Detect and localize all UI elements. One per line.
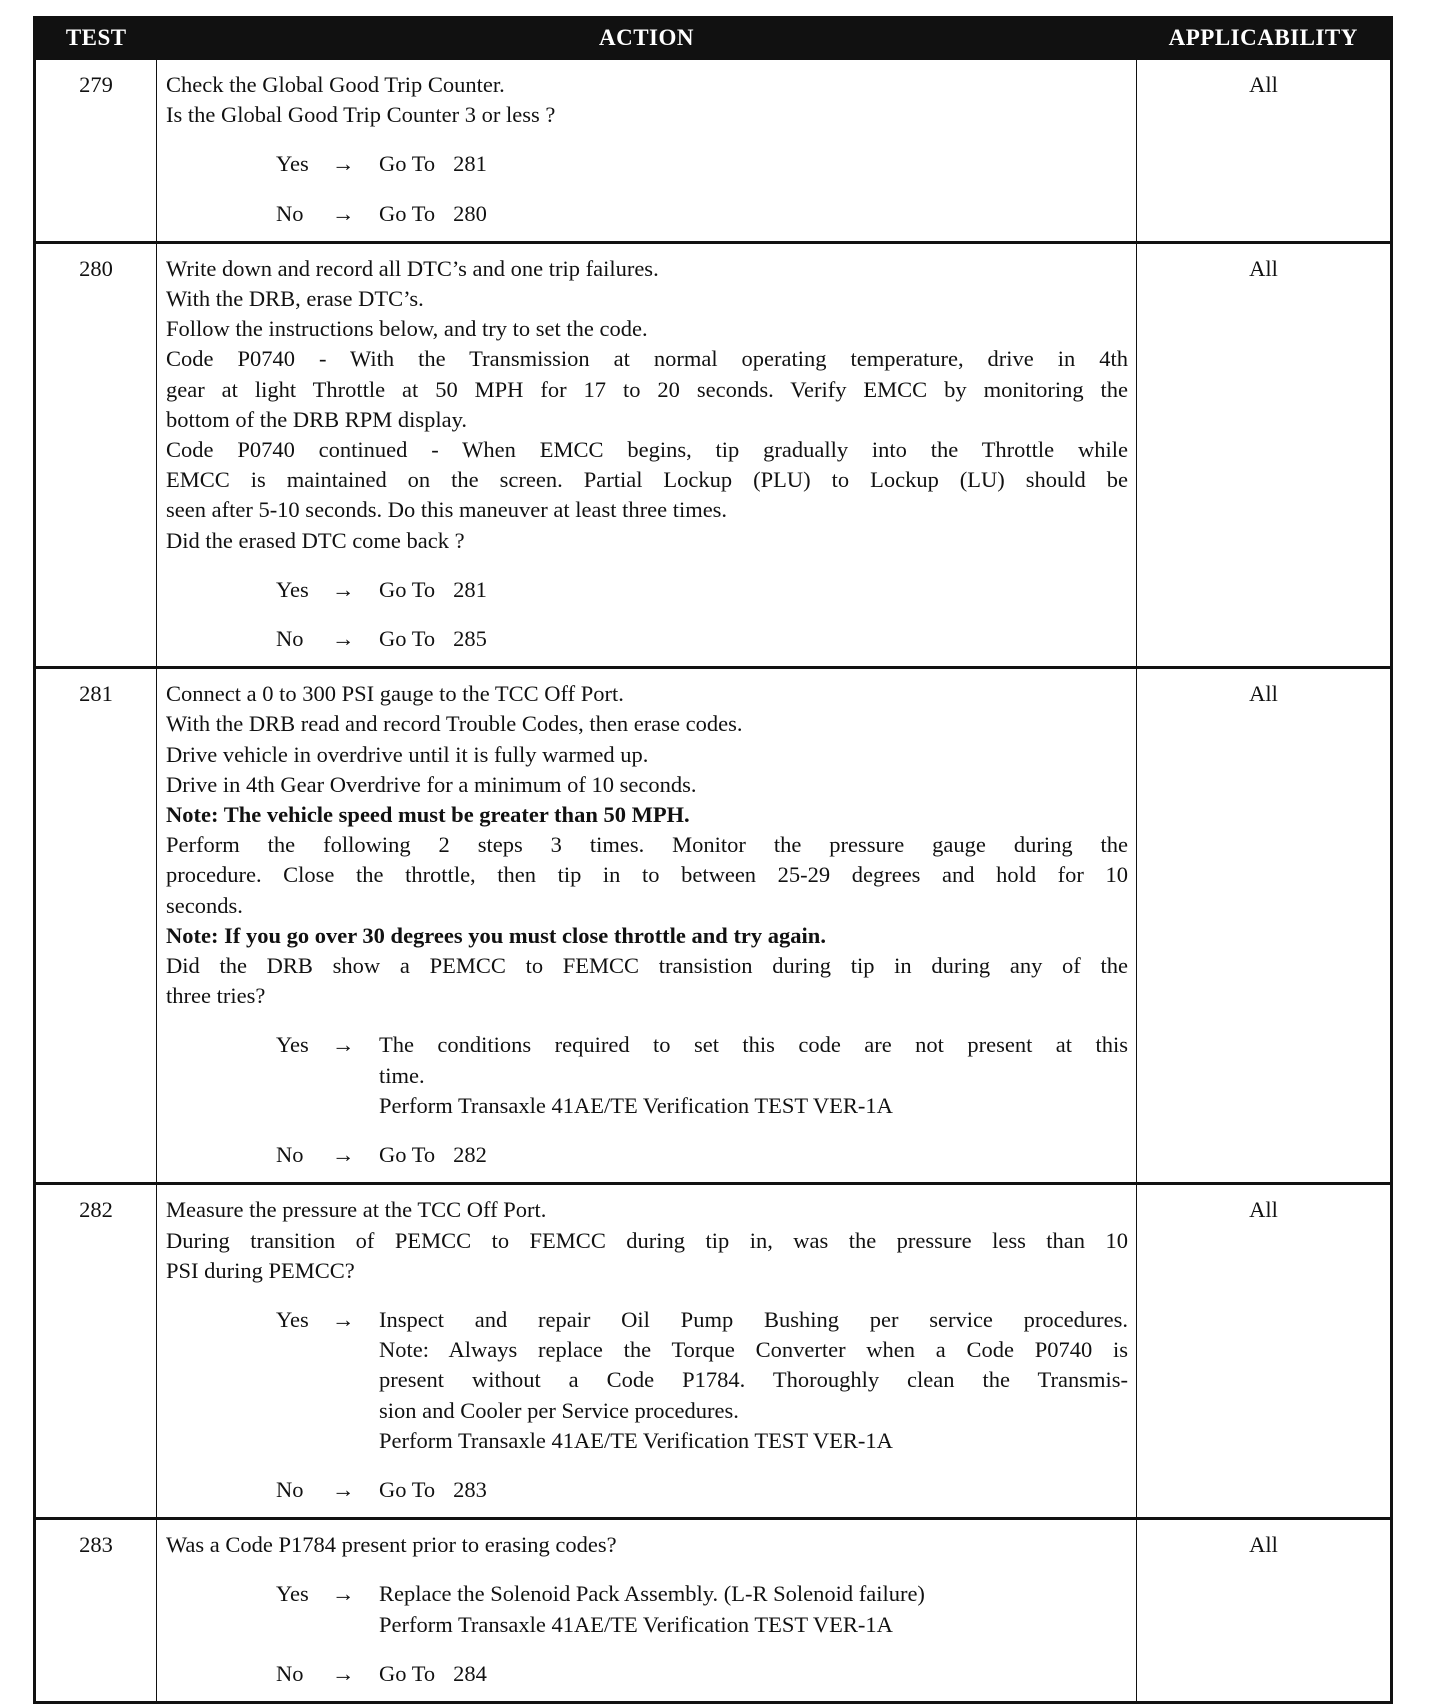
action-line: Drive in 4th Gear Overdrive for a minimum of 10 seconds. xyxy=(166,771,697,797)
yes-result xyxy=(379,149,1128,179)
table-body xyxy=(35,59,1392,1703)
action-cell xyxy=(157,1184,1137,1519)
go-to-text: Go To xyxy=(379,576,436,602)
action-cell xyxy=(157,1519,1137,1703)
go-to-text: Go To xyxy=(379,626,436,652)
no-branch xyxy=(166,1659,1128,1689)
applicability-value: All xyxy=(1137,1184,1392,1519)
go-to-test-number: 285 xyxy=(453,626,487,652)
action-line: bottom of the DRB RPM display. xyxy=(166,406,468,432)
go-to-test-number: 284 xyxy=(453,1660,487,1686)
action-cell xyxy=(157,242,1137,667)
yes-label: Yes xyxy=(276,1032,309,1058)
arrow-right-icon: → xyxy=(332,1032,355,1058)
applicability-value: All xyxy=(1137,668,1392,1184)
table-row xyxy=(35,1184,1392,1519)
no-result xyxy=(379,1140,1128,1170)
action-cell xyxy=(157,59,1137,243)
no-result xyxy=(379,624,1128,654)
diagnostic-procedure-table-container xyxy=(33,16,1390,1704)
result-line: sion and Cooler per Service procedures. xyxy=(379,1397,739,1423)
table-row xyxy=(35,668,1392,1184)
arrow-right-icon: → xyxy=(332,576,355,602)
action-line: Check the Global Good Trip Counter. xyxy=(166,72,505,97)
no-label: No xyxy=(276,1142,304,1168)
action-instructions xyxy=(166,679,1128,1011)
result-line: Inspect and repair Oil Pump Bushing per service procedures. xyxy=(379,1306,1128,1332)
no-branch xyxy=(166,624,1128,654)
arrow-right-icon: → xyxy=(332,1660,355,1686)
action-instructions xyxy=(166,254,1128,556)
arrow-right-icon: → xyxy=(332,1581,355,1607)
go-to-test-number: 281 xyxy=(453,576,487,602)
header-action: ACTION xyxy=(157,18,1137,59)
go-to-test-number: 282 xyxy=(453,1142,487,1168)
test-number: 282 xyxy=(35,1184,157,1519)
action-line: seconds. xyxy=(166,892,243,918)
go-to-test-number: 280 xyxy=(453,200,487,226)
action-line: Did the erased DTC come back ? xyxy=(166,527,465,553)
action-line: Drive vehicle in overdrive until it is fully warmed up. xyxy=(166,741,649,767)
result-line: Note: Always replace the Torque Converter when a Code P0740 is xyxy=(379,1337,1128,1363)
result-line: Perform Transaxle 41AE/TE Verification TEST VER-1A xyxy=(379,1427,893,1453)
action-line: PSI during PEMCC? xyxy=(166,1257,355,1283)
no-label: No xyxy=(276,1660,304,1686)
action-line: Follow the instructions below, and try to set the code. xyxy=(166,316,648,342)
yes-branch xyxy=(166,1579,1128,1639)
no-result xyxy=(379,199,1128,229)
table-row xyxy=(35,59,1392,243)
yes-branch xyxy=(166,575,1128,605)
yes-label: Yes xyxy=(276,151,309,177)
applicability-value: All xyxy=(1137,1519,1392,1703)
applicability-value: All xyxy=(1137,59,1392,243)
action-line: gear at light Throttle at 50 MPH for 17 to 20 seconds. Verify EMCC by monitoring the xyxy=(166,376,1128,402)
action-line: Did the DRB show a PEMCC to FEMCC transistion during tip in during any of the xyxy=(166,953,1128,979)
yes-result xyxy=(379,1030,1128,1121)
yes-branch xyxy=(166,1030,1128,1121)
action-cell xyxy=(157,668,1137,1184)
action-line: seen after 5-10 seconds. Do this maneuver at least three times. xyxy=(166,497,728,523)
table-row xyxy=(35,1519,1392,1703)
yes-branch xyxy=(166,1305,1128,1456)
action-line: During transition of PEMCC to FEMCC during tip in, was the pressure less than 10 xyxy=(166,1227,1128,1253)
result-line: Perform Transaxle 41AE/TE Verification TEST VER-1A xyxy=(379,1611,893,1637)
go-to-text: Go To xyxy=(379,151,436,177)
go-to-text: Go To xyxy=(379,1476,436,1502)
action-instructions xyxy=(166,70,1128,130)
arrow-right-icon: → xyxy=(332,626,355,652)
go-to-test-number: 283 xyxy=(453,1476,487,1502)
arrow-right-icon: → xyxy=(332,200,355,226)
action-line: With the DRB, erase DTC’s. xyxy=(166,286,424,312)
diagnostic-procedure-table xyxy=(33,16,1393,1704)
yes-result xyxy=(379,1305,1128,1456)
no-result xyxy=(379,1475,1128,1505)
result-line: Replace the Solenoid Pack Assembly. (L-R Solenoid failure) xyxy=(379,1581,925,1607)
no-label: No xyxy=(276,1476,304,1502)
result-line: time. xyxy=(379,1062,425,1088)
no-result xyxy=(379,1659,1128,1689)
action-line: Code P0740 - With the Transmission at normal operating temperature, drive in 4th xyxy=(166,346,1128,372)
action-instructions xyxy=(166,1530,1128,1560)
action-line: Code P0740 continued - When EMCC begins, tip gradually into the Throttle while xyxy=(166,437,1128,463)
result-line: The conditions required to set this code are not present at this xyxy=(379,1032,1128,1058)
test-number: 283 xyxy=(35,1519,157,1703)
no-branch xyxy=(166,1140,1128,1170)
action-line: Is the Global Good Trip Counter 3 or less ? xyxy=(166,102,556,128)
action-line: three tries? xyxy=(166,983,266,1009)
action-line: Write down and record all DTC’s and one trip failures. xyxy=(166,255,659,281)
action-note: Note: The vehicle speed must be greater than 50 MPH. xyxy=(166,802,690,828)
no-label: No xyxy=(276,200,304,226)
go-to-text: Go To xyxy=(379,1660,436,1686)
action-line: With the DRB read and record Trouble Codes, then erase codes. xyxy=(166,711,743,737)
arrow-right-icon: → xyxy=(332,1306,355,1332)
action-line: EMCC is maintained on the screen. Partial Lockup (PLU) to Lockup (LU) should be xyxy=(166,467,1128,493)
action-line: Connect a 0 to 300 PSI gauge to the TCC Off Port. xyxy=(166,681,624,707)
no-branch xyxy=(166,199,1128,229)
yes-result xyxy=(379,575,1128,605)
yes-branch xyxy=(166,149,1128,179)
applicability-value: All xyxy=(1137,242,1392,667)
arrow-right-icon: → xyxy=(332,151,355,177)
arrow-right-icon: → xyxy=(332,1142,355,1168)
table-header-row xyxy=(35,18,1392,59)
action-line: Was a Code P1784 present prior to erasing codes? xyxy=(166,1532,617,1558)
header-applicability: APPLICABILITY xyxy=(1137,18,1392,59)
go-to-test-number: 281 xyxy=(453,151,487,177)
action-instructions xyxy=(166,1195,1128,1286)
no-label: No xyxy=(276,626,304,652)
action-line: Perform the following 2 steps 3 times. Monitor the pressure gauge during the xyxy=(166,832,1128,858)
test-number: 281 xyxy=(35,668,157,1184)
yes-result xyxy=(379,1579,1128,1639)
go-to-text: Go To xyxy=(379,200,436,226)
result-line: Perform Transaxle 41AE/TE Verification TEST VER-1A xyxy=(379,1092,893,1118)
test-number: 280 xyxy=(35,242,157,667)
no-branch xyxy=(166,1475,1128,1505)
go-to-text: Go To xyxy=(379,1142,436,1168)
table-row xyxy=(35,242,1392,667)
action-note: Note: If you go over 30 degrees you must close throttle and try again. xyxy=(166,922,826,948)
yes-label: Yes xyxy=(276,1306,309,1332)
action-line: Measure the pressure at the TCC Off Port. xyxy=(166,1197,547,1223)
action-line: procedure. Close the throttle, then tip in to between 25-29 degrees and hold for 10 xyxy=(166,862,1128,888)
header-test: TEST xyxy=(35,18,157,59)
yes-label: Yes xyxy=(276,1581,309,1607)
arrow-right-icon: → xyxy=(332,1476,355,1502)
result-line: present without a Code P1784. Thoroughly clean the Transmis- xyxy=(379,1367,1128,1393)
yes-label: Yes xyxy=(276,576,309,602)
test-number: 279 xyxy=(35,59,157,243)
